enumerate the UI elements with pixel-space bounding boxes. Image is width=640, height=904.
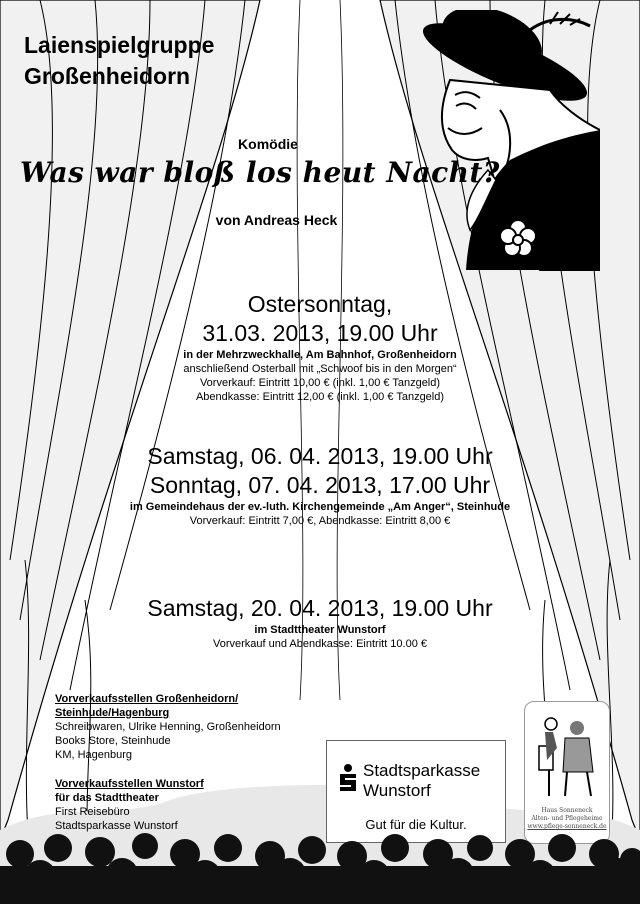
sparkasse-name-line: Stadtsparkasse — [363, 761, 481, 780]
haus-text-line: Haus Sonneneck — [541, 807, 593, 814]
presale-wunstorf — [55, 777, 204, 833]
performance-detail: Vorverkauf: Eintritt 10,00 € (inkl. 1,00 € Tanzgeld) — [199, 377, 441, 389]
haus-sonneneck-box — [524, 701, 610, 844]
performance-steinhude — [0, 442, 640, 528]
performance-detail: Vorverkauf: Eintritt 7,00 €, Abendkasse: Eintritt 8,00 € — [189, 515, 451, 527]
presale-heading: Steinhude/Hagenburg — [55, 707, 170, 719]
performance-detail: anschließend Osterball mit „Schwoof bis in den Morgen“ — [183, 363, 457, 375]
performance-wunstorf — [0, 594, 640, 651]
genre-label: Komödie — [238, 136, 298, 152]
audience-silhouette — [0, 830, 640, 904]
presale-grossenheidorn — [55, 692, 281, 762]
troupe-name-line: Großenheidorn — [24, 63, 191, 89]
sparkasse-sponsor-box — [326, 740, 506, 843]
performance-venue: im Gemeindehaus der ev.-luth. Kirchengemeinde „Am Anger“, Steinhude — [129, 501, 511, 513]
troupe-name — [24, 30, 214, 92]
presale-item: KM, Hagenburg — [55, 749, 133, 761]
performance-venue: im Stadttheater Wunstorf — [254, 624, 386, 636]
performance-date: Ostersonntag, — [247, 291, 393, 317]
performance-detail: Abendkasse: Eintritt 12,00 € (inkl. 1,00 € Tanzgeld) — [195, 391, 445, 403]
performance-date: Samstag, 06. 04. 2013, 19.00 Uhr — [147, 443, 493, 469]
sparkasse-name-line: Wunstorf — [363, 781, 431, 800]
author-line: von Andreas Heck — [215, 212, 338, 228]
troupe-name-line: Laienspielgruppe — [24, 32, 215, 58]
haus-sonneneck-text — [525, 807, 609, 831]
presale-subheading: für das Stadttheater — [55, 792, 159, 804]
haus-text-line: www.pflege-sonneneck.de — [527, 823, 607, 830]
presale-item: First Reisebüro — [55, 806, 130, 818]
presale-item: Schreibwaren, Ulrike Henning, Großenheidorn — [55, 721, 281, 733]
haus-text-line: Alten- und Pflegeheime — [531, 815, 603, 822]
presale-heading: Vorverkaufsstellen Wunstorf — [55, 778, 204, 790]
sparkasse-logo-icon — [337, 763, 359, 793]
presale-heading: Vorverkaufsstellen Großenheidorn/ — [55, 693, 239, 705]
play-title: Was war bloß los heut Nacht? — [20, 156, 500, 189]
performance-easter — [0, 290, 640, 404]
performance-detail: Vorverkauf und Abendkasse: Eintritt 10.00 € — [212, 638, 428, 650]
performance-date: Samstag, 20. 04. 2013, 19.00 Uhr — [147, 595, 493, 621]
performance-date: 31.03. 2013, 19.00 Uhr — [202, 320, 438, 346]
presale-item: Books Store, Steinhude — [55, 735, 171, 747]
sparkasse-name — [363, 761, 480, 801]
sparkasse-claim: Gut für die Kultur. — [365, 817, 467, 832]
presale-item: Stadtsparkasse Wunstorf — [55, 820, 178, 832]
haus-sonneneck-logo-icon — [535, 710, 599, 800]
performance-date: Sonntag, 07. 04. 2013, 17.00 Uhr — [149, 472, 491, 498]
performance-venue: in der Mehrzweckhalle, Am Bahnhof, Großenheidorn — [183, 349, 457, 361]
